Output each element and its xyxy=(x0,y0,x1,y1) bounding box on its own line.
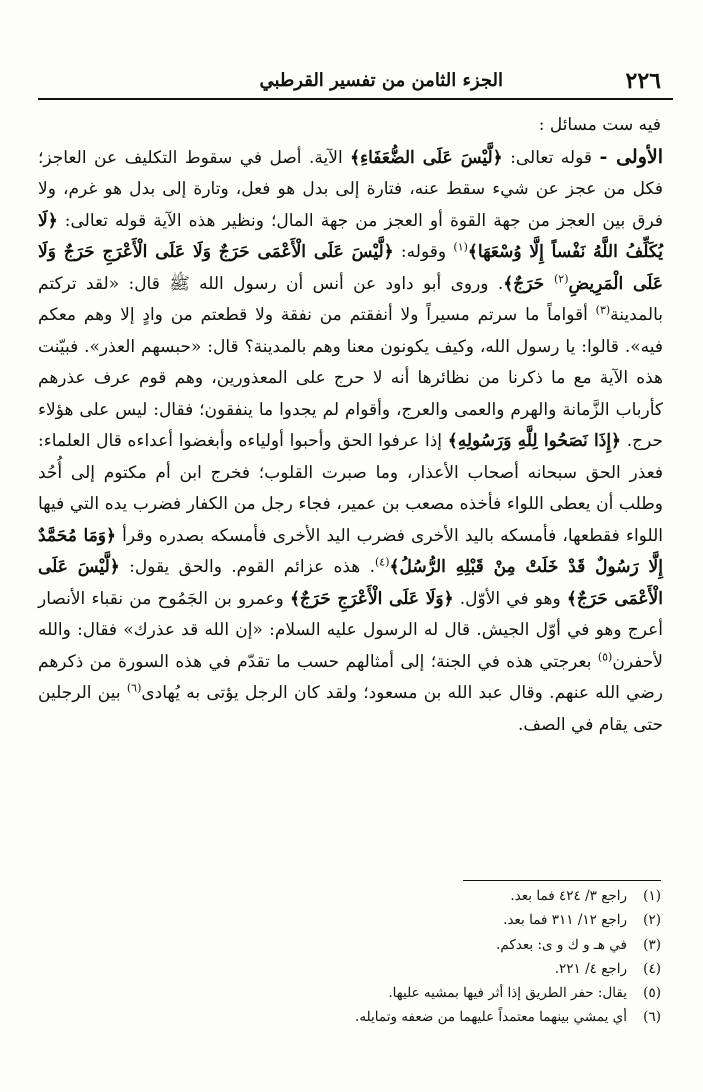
quran-verse: حَرَجٌ﴾ xyxy=(503,273,554,294)
footnote xyxy=(40,884,661,908)
quran-verse: ﴿إِذَا نَصَحُوا لِلَّهِ وَرَسُولِهِ﴾ xyxy=(447,431,622,451)
footnote-number: (١) xyxy=(643,888,661,904)
text-run: الآية. أصل في سقوط التكليف عن العاجز؛ فكل من عجز عن شيء سقط عنه، فتارة إلى بدل هو فعل، وتارة إلى بدل هو غرم، ولا فرق بين العجز من جهة القوة أو العجز من جهة المال؛ ونظير هذه الآية قوله تعالى: xyxy=(38,147,663,231)
footnote-text: في هـ و ك و ى: بعدكم. xyxy=(496,936,627,953)
quran-verse: ﴿وَمَا مُحَمَّدٌ إِلَّا رَسُولٌ قَدْ خَلَتْ مِنْ قَبْلِهِ الرُّسُلُ﴾ xyxy=(38,525,663,577)
footnote-ref: (٦) xyxy=(126,681,142,695)
text-run: وعمرو بن الجَمُوح من نقباء الأنصار أعرج وهو في أوّل الجيش. قال له الرسول عليه السلام: «إن الله قد عذرك» فقال: والله لأحفرن xyxy=(38,588,663,672)
quran-verse: ﴿لَا يُكَلِّفُ اللَّهُ نَفْساً إِلَّا وُسْعَهَا﴾ xyxy=(38,210,664,262)
page-number: ٢٢٦ xyxy=(625,68,661,94)
text-run: . وروى أبو داود عن أنس أن رسول الله ﷺ قال: «لقد تركتم بالمدينة xyxy=(38,273,663,325)
text-run: . هذه عزائم القوم. والحق يقول: xyxy=(119,557,375,577)
text-run: وقوله: xyxy=(393,242,454,262)
footnote-text: أي يمشي بينهما معتمداً عليهما من ضعفه وتمايله. xyxy=(355,1009,627,1026)
intro-line: فيه ست مسائل : xyxy=(538,115,661,135)
text-run: قوله تعالى: xyxy=(502,147,600,168)
footnote-number: (٤) xyxy=(643,960,661,977)
footnotes xyxy=(40,884,661,1030)
footnote xyxy=(40,933,661,957)
quran-verse: ﴿وَلَا عَلَى الْأَعْرَجِ حَرَجٌ﴾ xyxy=(289,588,454,609)
footnote-text: راجع ٤/ ٢٢١. xyxy=(554,960,627,977)
footnote-number: (٦) xyxy=(643,1009,661,1026)
footnote-ref: (٤) xyxy=(375,555,390,569)
text-run: إذا عرفوا الحق وأحبوا أولياءه وأبغضوا أعداءه قال العلماء: فعذر الحق سبحانه أصحاب الأعذار، وما صبرت القلوب؛ فخرج ابن أم مكتوم إلى أُحُد وطلب أن يعطى اللواء فأخذه مصعب بن عمير، فجاء رجل من الكفار فضرب يده التي فيها اللواء فقطعها، فأمسكه باليد الأخرى فضرب اليد الأخرى فأمسكه بصدره وقرأ xyxy=(38,431,663,546)
footnote-ref: (٥) xyxy=(597,649,613,663)
text-run: بين الرجلين حتى يقام في الصف. xyxy=(38,683,663,735)
footnote xyxy=(40,981,661,1005)
footnote xyxy=(40,908,661,932)
quran-verse: ﴿لَّيْسَ عَلَى الضُّعَفَاءِ﴾ xyxy=(350,147,503,168)
footnote-ref: (٢) xyxy=(554,271,569,285)
footnote-text: يقال: حفر الطريق إذا أثر فيها بمشيه عليها. xyxy=(388,985,627,1002)
footnote-text: راجع ١٢/ ٣١١ فما بعد. xyxy=(503,912,627,929)
text-run: بعرجتي هذه في الجنة؛ إلى أمثالهم حسب ما تقدّم في هذه السورة من ذكرهم رضي الله عنهم. وقال عبد الله بن مسعود؛ ولقد كان الرجل يؤتى به يُهادى xyxy=(38,651,663,703)
footnote xyxy=(40,1005,661,1029)
footnote-number: (٢) xyxy=(643,912,661,929)
header-rule xyxy=(38,98,673,100)
running-title: الجزء الثامن من تفسير القرطبي xyxy=(259,70,503,91)
quran-verse: ﴿لَّيْسَ عَلَى الْأَعْمَى حَرَجٌ وَلَا عَلَى الْأَعْرَجِ حَرَجٌ وَلَا عَلَى الْمَرِيضِ xyxy=(38,242,663,294)
footnote-separator xyxy=(463,880,661,881)
issue-heading: الأولى - xyxy=(599,145,663,168)
footnote-number: (٥) xyxy=(643,985,661,1002)
footnote-number: (٣) xyxy=(643,936,661,953)
footnote-text: راجع ٣/ ٤٢٤ فما بعد. xyxy=(510,888,627,904)
footnote-ref: (٣) xyxy=(595,303,611,317)
body-text xyxy=(38,110,663,741)
text-run: أقواماً ما سرتم مسيراً ولا أنفقتم من نفقة ولا قطعتم من وادٍ إلا وهم معكم فيه». قالوا: يا رسول الله، وكيف يكونون معنا وهم بالمدينة؟ قال: «حبسهم العذر». فبيّنت هذه الآية مع ما ذكرنا من نظائرها أنه لا حرج على المعذورين، وهم قوم عرف عذرهم كأرباب الزَّمانة والهرم والعمى والعرج، وأقوام لم يجدوا ما ينفقون؛ فقال: ليس على هؤلاء حرج. xyxy=(38,305,664,451)
page-header xyxy=(38,60,673,100)
text-run: وهو في الأوّل. xyxy=(453,588,567,609)
footnote xyxy=(40,957,661,981)
first-issue-paragraph xyxy=(38,142,663,742)
footnote-ref: (١) xyxy=(453,240,468,254)
quran-verse: ﴿لَّيْسَ عَلَى الْأَعْمَى حَرَجٌ﴾ xyxy=(38,557,663,609)
